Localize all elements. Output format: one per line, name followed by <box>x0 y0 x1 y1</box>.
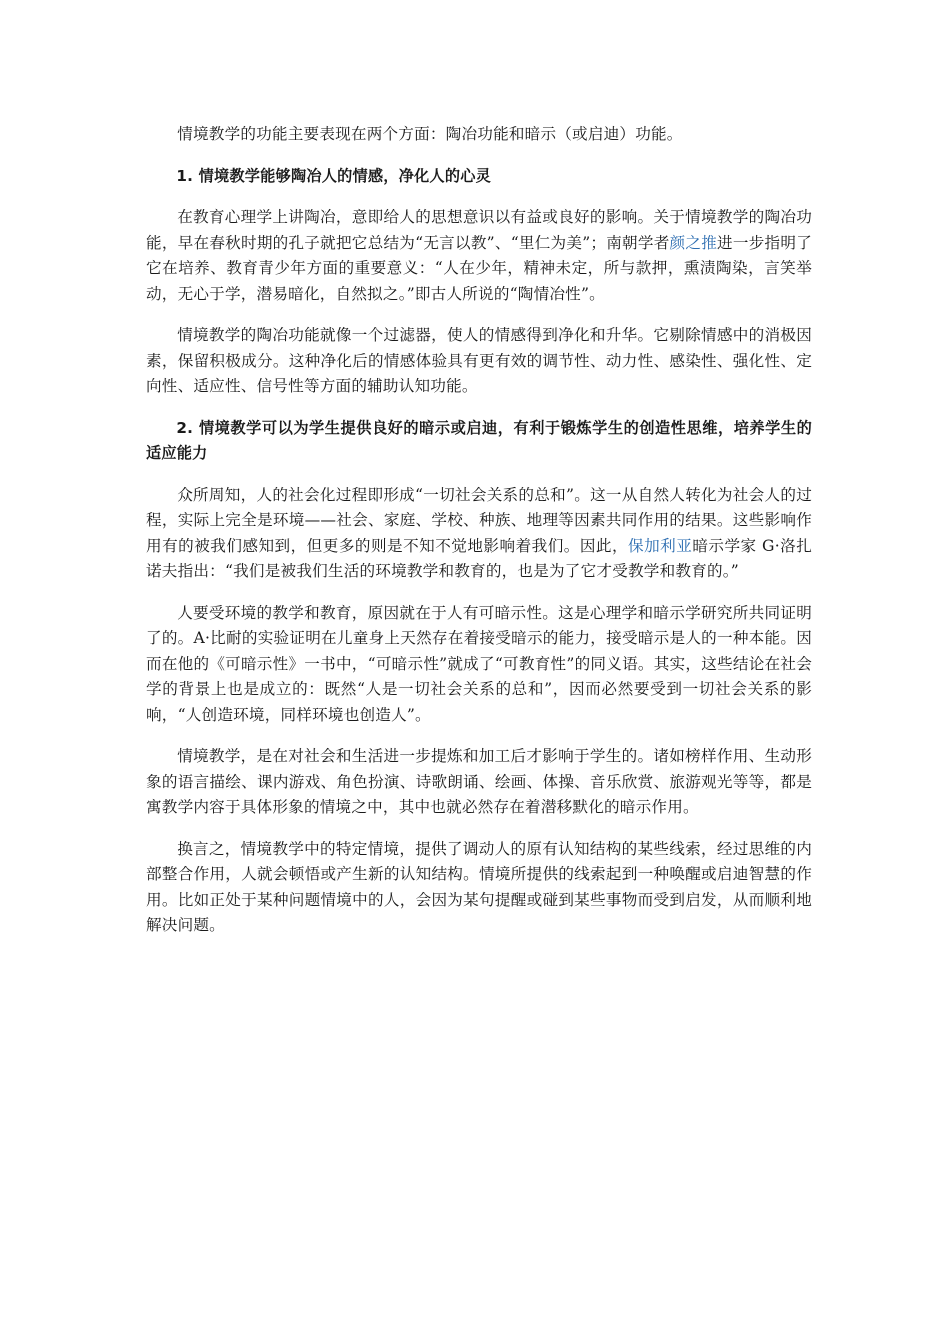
section-2-heading: 2. 情境教学可以为学生提供良好的暗示或启迪，有利于锻炼学生的创造性思维，培养学生的适应能力 <box>146 418 812 462</box>
link-bulgaria[interactable]: 保加利亚 <box>628 536 693 555</box>
text-span: 在教育心理学上讲陶冶，意即给人的思想意识以有益或良好的影响。关于情境教学的陶冶功能，早在春秋时期的孔子就把它总结为“无言以教”、“里仁为美”；南朝学者 <box>146 208 812 252</box>
section-1-paragraph-1 <box>146 205 812 307</box>
intro-paragraph: 情境教学的功能主要表现在两个方面：陶冶功能和暗示（或启迪）功能。 <box>177 125 683 143</box>
section-2-paragraph-1 <box>146 483 812 585</box>
text-span: 暗示学家 G·洛扎诺夫指出：“我们是被我们生活的环境教学和教育的，也是为了它才受教学和教育的。” <box>146 536 812 580</box>
document-body <box>146 122 812 955</box>
section-1-paragraph-2: 情境教学的陶冶功能就像一个过滤器，使人的情感得到净化和升华。它剔除情感中的消极因素，保留积极成分。这种净化后的情感体验具有更有效的调节性、动力性、感染性、强化性、定向性、适应性、信号性等方面的辅助认知功能。 <box>146 326 812 395</box>
text-span: 众所周知，人的社会化过程即形成“一切社会关系的总和”。这一从自然人转化为社会人的过程，实际上完全是环境——社会、家庭、学校、种族、地理等因素共同作用的结果。这些影响作用有的被我们感知到，但更多的则是不知不觉地影响着我们。因此， <box>146 485 812 555</box>
section-2-paragraph-2: 人要受环境的教学和教育，原因就在于人有可暗示性。这是心理学和暗示学研究所共同证明了的。A·比耐的实验证明在儿童身上天然存在着接受暗示的能力，接受暗示是人的一种本能。因而在他的《可暗示性》一书中，“可暗示性”就成了“可教育性”的同义语。其实，这些结论在社会学的背景上也是成立的：既然“人是一切社会关系的总和”，因而必然要受到一切社会关系的影响，“人创造环境，同样环境也创造人”。 <box>146 603 812 724</box>
section-2-paragraph-3: 情境教学，是在对社会和生活进一步提炼和加工后才影响于学生的。诸如榜样作用、生动形象的语言描绘、课内游戏、角色扮演、诗歌朗诵、绘画、体操、音乐欣赏、旅游观光等等，都是寓教学内容于具体形象的情境之中，其中也就必然存在着潜移默化的暗示作用。 <box>146 747 812 816</box>
section-1-heading: 1. 情境教学能够陶冶人的情感，净化人的心灵 <box>176 166 491 185</box>
text-span: 进一步指明了它在培养、教育青少年方面的重要意义：“人在少年，精神未定，所与款押，熏渍陶染，言笑举动，无心于学，潜易暗化，自然拟之。”即古人所说的“陶情冶性”。 <box>146 233 812 303</box>
section-2-paragraph-4: 换言之，情境教学中的特定情境，提供了调动人的原有认知结构的某些线索，经过思维的内部整合作用，人就会顿悟或产生新的认知结构。情境所提供的线索起到一种唤醒或启迪智慧的作用。比如正处于某种问题情境中的人，会因为某句提醒或碰到某些事物而受到启发，从而顺利地解决问题。 <box>146 839 812 934</box>
link-yan-zhitui[interactable]: 颜之推 <box>669 233 718 252</box>
